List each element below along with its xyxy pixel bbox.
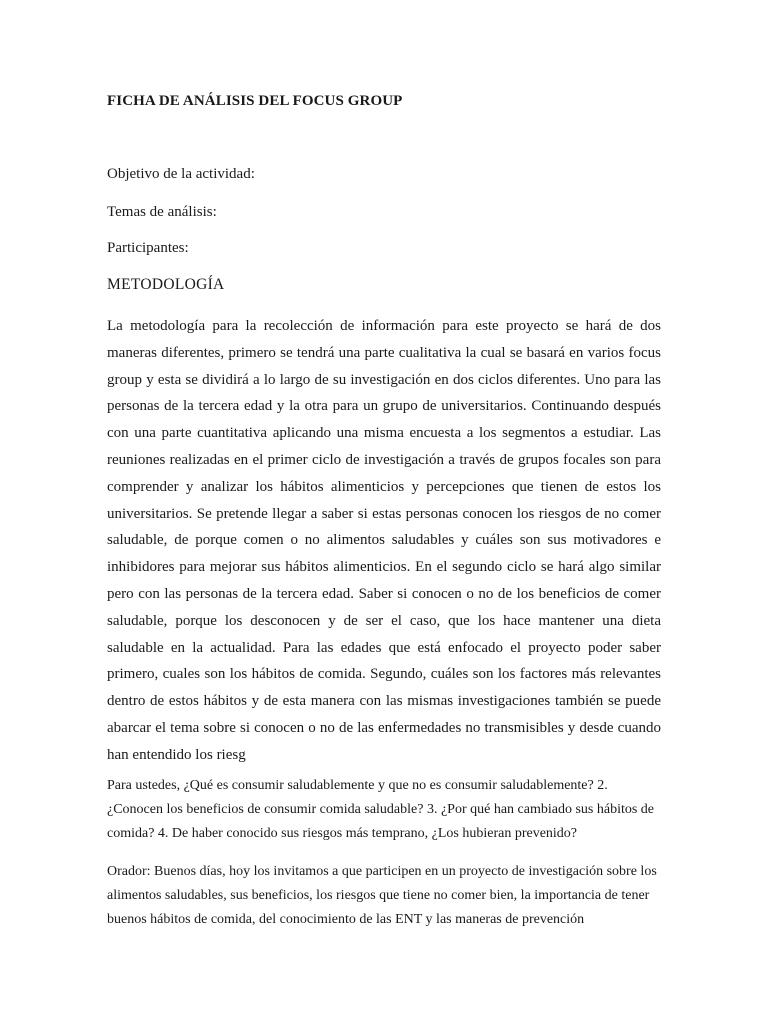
participants-field: Participantes: bbox=[107, 240, 189, 256]
speaker-paragraph: Orador: Buenos días, hoy los invitamos a que participen en un proyecto de investigación sobre los alimentos saludables, sus beneficios, los riesgos que tiene no comer bien, la importancia de tener buenos hábitos de comida, del conocimiento de las ENT y las maneras de prevención bbox=[107, 864, 657, 927]
document-title: FICHA DE ANÁLISIS DEL FOCUS GROUP bbox=[107, 93, 403, 109]
methodology-paragraph: La metodología para la recolección de información para este proyecto se hará de dos maneras diferentes, primero se tendrá una parte cualitativa la cual se basará en varios focus group y esta se dividirá a lo largo de su investigación en dos ciclos diferentes. Uno para las personas de la tercera edad y la otra para un grupo de universitarios. Continuando después con una parte cuantitativa aplicando una misma encuesta a los segmentos a estudiar. Las reuniones realizadas en el primer ciclo de investigación a través de grupos focales son para comprender y analizar los hábitos alimenticios y percepciones que tienen de estos los universitarios. Se pretende llegar a saber si estas personas conocen los riesgos de no comer saludable, de porque comen o no alimentos saludables y cuáles son sus motivadores e inhibidores para mejorar sus hábitos alimenticios. En el segundo ciclo se hará algo similar pero con las personas de la tercera edad. Saber si conocen o no de los beneficios de comer saludable, porque los desconocen y de ser el caso, que los hace mantener una dieta saludable en la actualidad. Para las edades que está enfocado el proyecto poder saber primero, cuales son los hábitos de comida. Segundo, cuáles son los factores más relevantes dentro de estos hábitos y de esta manera con las mismas investigaciones también se puede abarcar el tema sobre si conocen o no de las enfermedades no transmisibles y desde cuando han entendido los riesg bbox=[107, 318, 661, 763]
objective-field: Objetivo de la actividad: bbox=[107, 166, 255, 182]
questions-paragraph: Para ustedes, ¿Qué es consumir saludablemente y que no es consumir saludablemente? 2. ¿Conocen los beneficios de consumir comida saludable? 3. ¿Por qué han cambiado sus hábitos de comida? 4. De haber conocido sus riesgos más temprano, ¿Los hubieran prevenido? bbox=[107, 778, 655, 841]
topics-field: Temas de análisis: bbox=[107, 204, 217, 220]
methodology-heading: METODOLOGÍA bbox=[107, 276, 225, 293]
